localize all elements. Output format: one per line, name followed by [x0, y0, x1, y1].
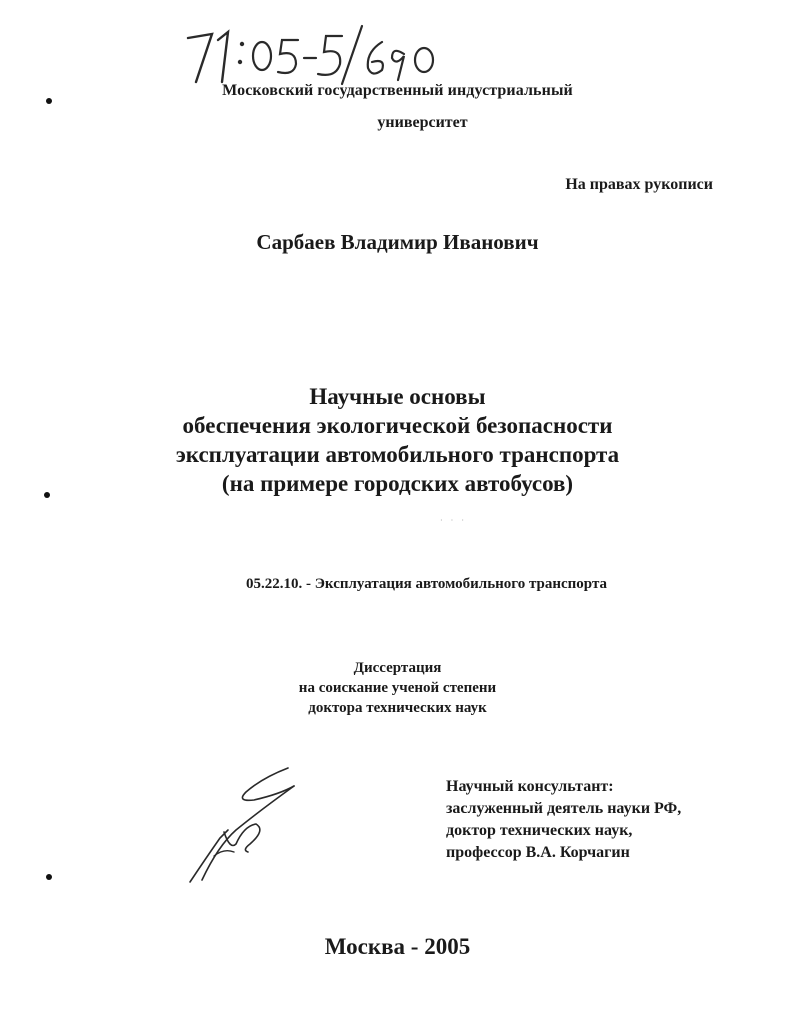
degree-line-2: на соискание ученой степени: [298, 680, 497, 696]
title-line-3: эксплуатации автомобильного транспорта: [175, 442, 620, 467]
author-name: Сарбаев Владимир Иванович: [256, 230, 539, 254]
title-line-1: Научные основы: [309, 384, 486, 409]
scan-speck: · · ·: [440, 516, 467, 525]
consultant-line-3: профессор В.А. Корчагин: [446, 844, 630, 861]
signature: [184, 760, 314, 890]
degree-line-3: доктора технических наук: [308, 700, 487, 716]
rights-note: На правах рукописи: [565, 176, 713, 193]
city-year: Москва - 2005: [324, 934, 471, 959]
degree-line-1: Диссертация: [353, 660, 442, 676]
binder-hole-dot: [46, 874, 52, 880]
consultant-line-1: заслуженный деятель науки РФ,: [446, 800, 682, 817]
handwritten-archive-code: [178, 18, 478, 88]
organization-line-1: Московский государственный индустриальный: [222, 82, 573, 99]
degree-block: [0, 658, 795, 718]
specialty-code: 05.22.10. - Эксплуатация автомобильного транспорта: [246, 576, 608, 592]
title-line-4: (на примере городских автобусов): [221, 471, 574, 496]
dissertation-title: [0, 382, 795, 498]
organization-line-2: университет: [377, 114, 468, 131]
consultant-line-2: доктор технических наук,: [446, 822, 633, 839]
title-line-2: обеспечения экологической безопасности: [182, 413, 613, 438]
consultant-block: [446, 776, 681, 864]
consultant-label: Научный консультант:: [446, 778, 614, 795]
